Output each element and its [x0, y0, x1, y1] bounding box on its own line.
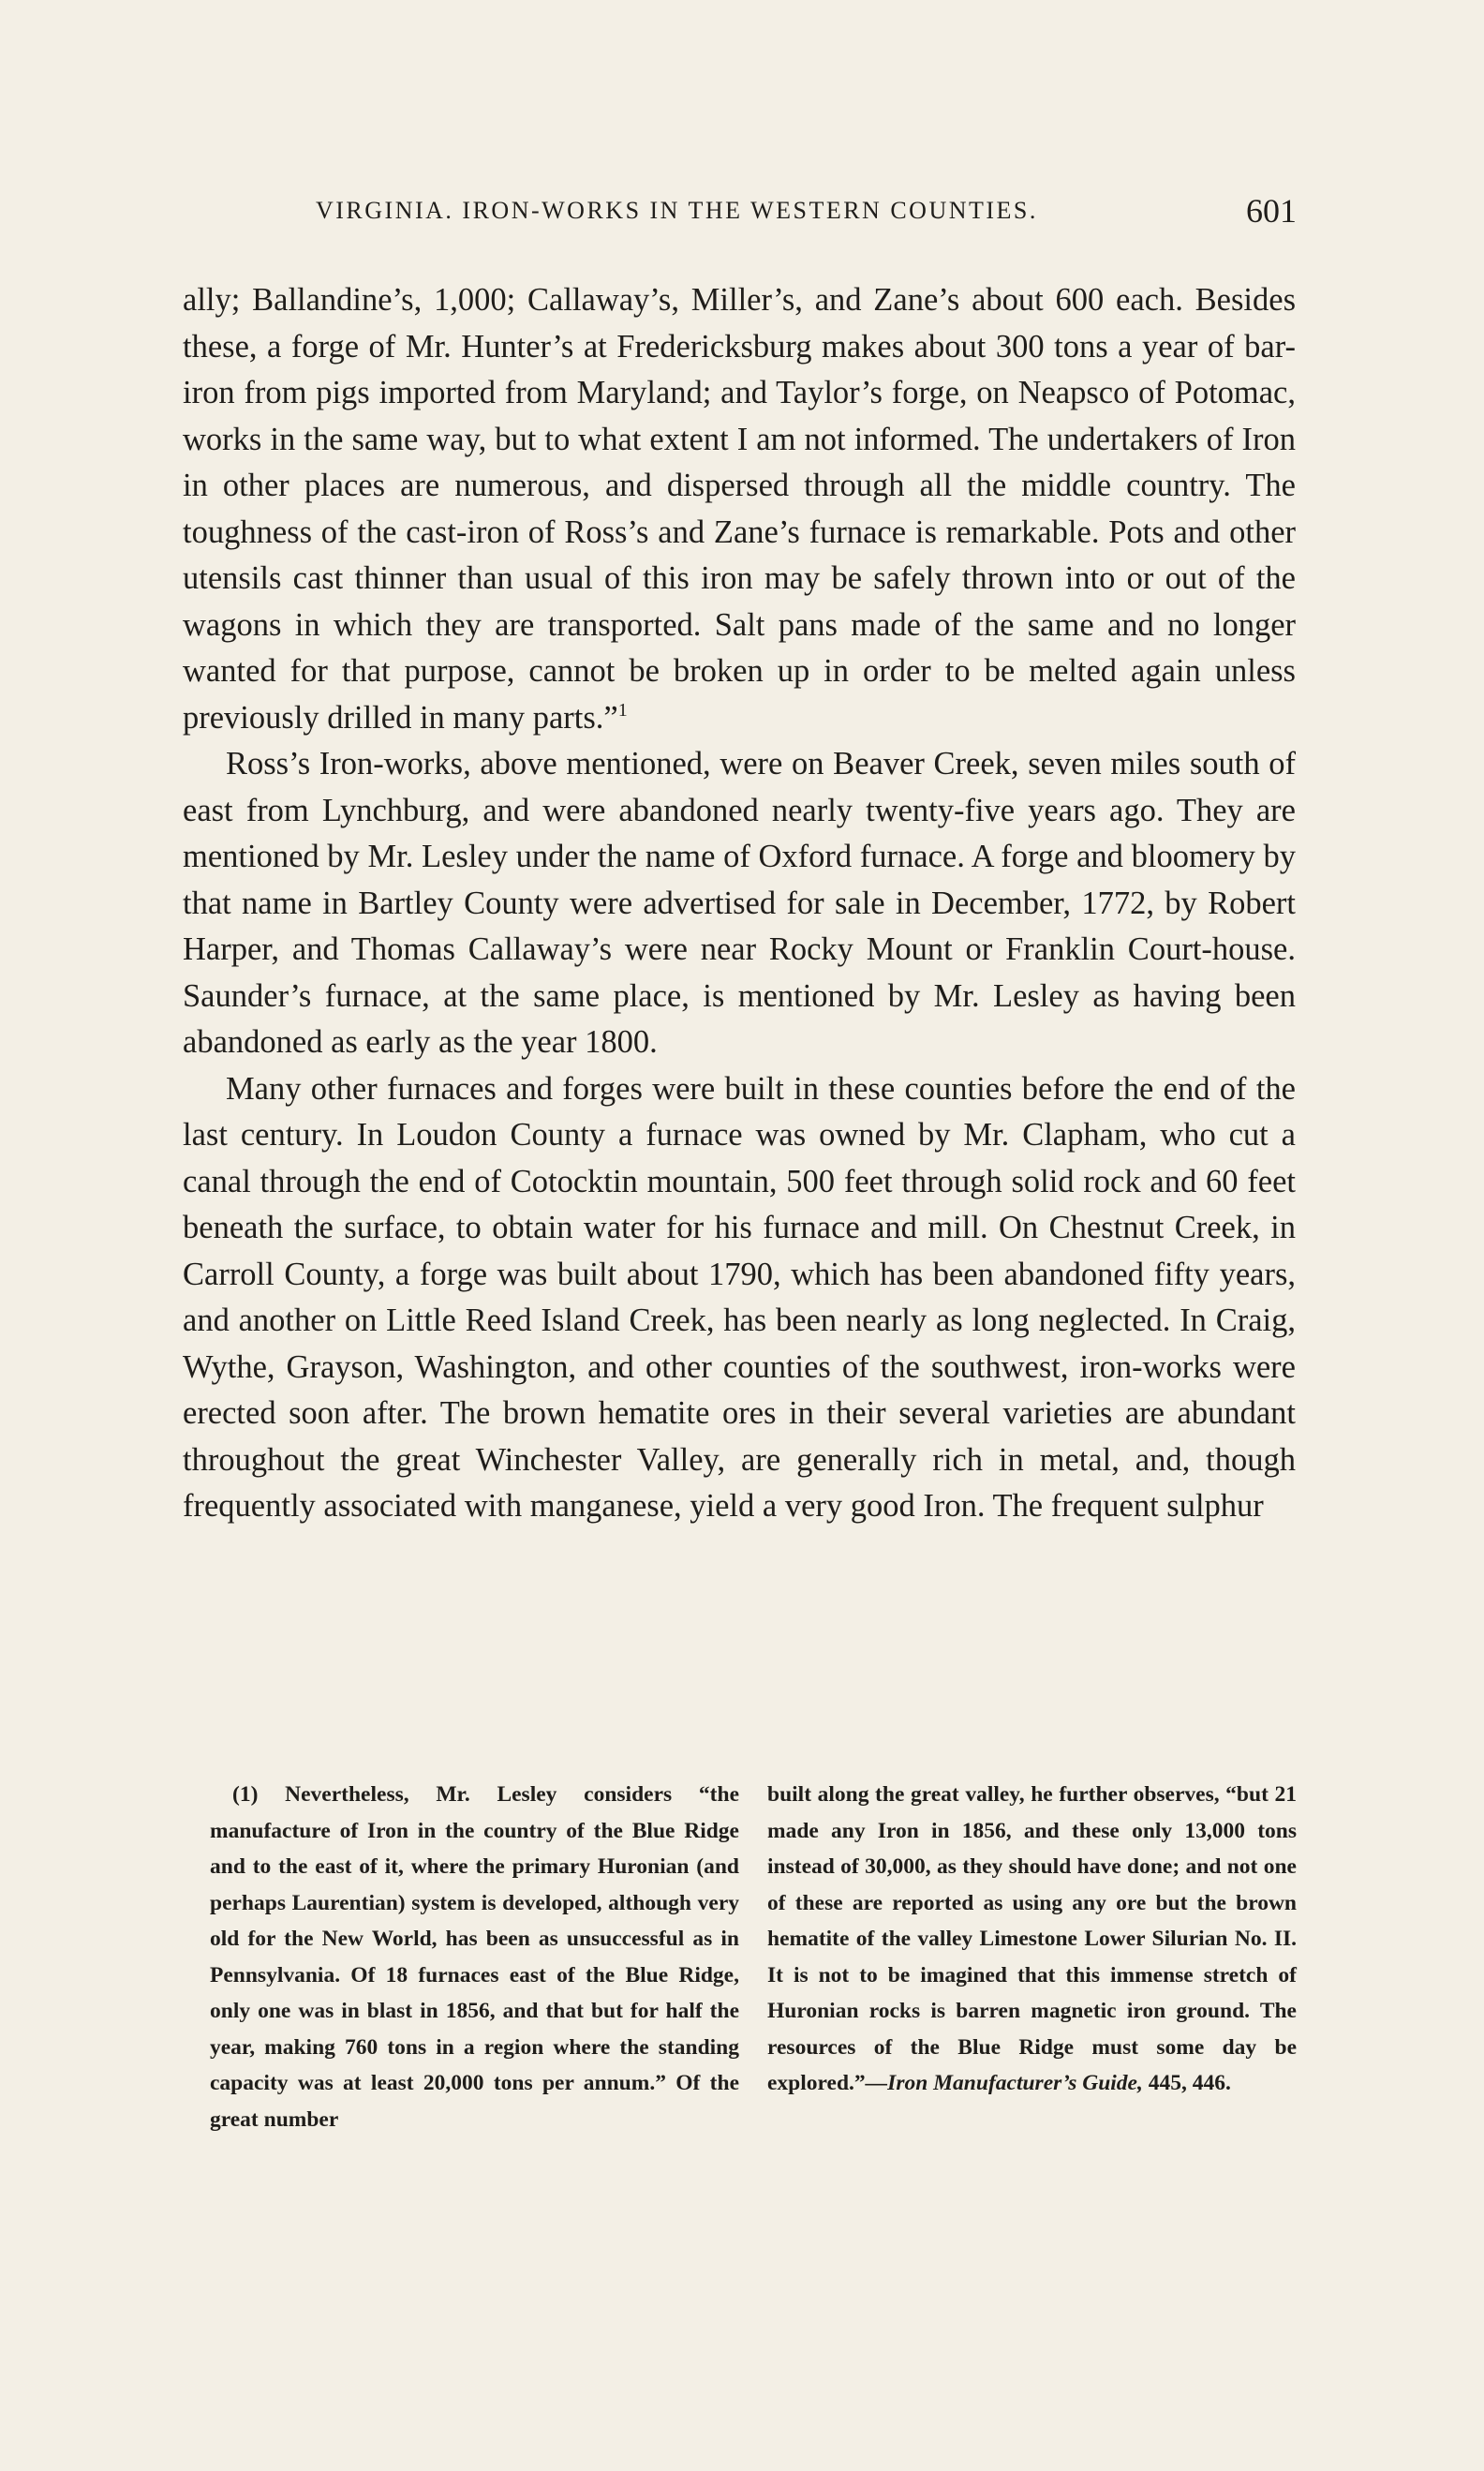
- footnote-left-text: (1) Nevertheless, Mr. Lesley considers “the manufacture of Iron in the country of the Blue Ridge and to the east of it, where the primary Huronian (and perhaps Laurentian) system is developed, although very old for the New World, has been as unsuccessful as in Pennsylvania. Of 18 furnaces east of the Blue Ridge, only one was in blast in 1856, and that but for half the year, making 760 tons in a region where the standing capacity was at least 20,000 tons per annum.” Of the great number: [210, 1782, 739, 2132]
- footnote-right-text: built along the great valley, he further observes, “but 21 made any Iron in 1856, and these only 13,000 tons instead of 30,000, as they should have done; and not one of these are reported as using any ore but the brown hematite of the valley Limestone Lower Silurian No. II. It is not to be imagined that this immense stretch of Huronian rocks is barren magnetic iron ground. The resources of the Blue Ridge must some day be explored.”: [767, 1782, 1297, 2095]
- paragraph-2: Ross’s Iron-works, above mentioned, were on Beaver Creek, seven miles south of east from Lynchburg, and were abandoned nearly twenty-five years ago. They are mentioned by Mr. Lesley under the name of Oxford furnace. A forge and bloomery by that name in Bartley County were advertised for sale in December, 1772, by Robert Harper, and Thomas Callaway’s were near Rocky Mount or Franklin Court-house. Saunder’s furnace, at the same place, is mentioned by Mr. Lesley as having been abandoned as early as the year 1800.: [183, 746, 1296, 1060]
- page-header: [180, 187, 1297, 234]
- paragraph-1-text: ally; Ballandine’s, 1,000; Callaway’s, Miller’s, and Zane’s about 600 each. Besides these, a forge of Mr. Hunter’s at Fredericksburg makes about 300 tons a year of bar-iron from pigs imported from Maryland; and Taylor’s forge, on Neapsco of Potomac, works in the same way, but to what extent I am not informed. The undertakers of Iron in other places are numerous, and dispersed through all the middle country. The toughness of the cast-iron of Ross’s and Zane’s furnace is remarkable. Pots and other utensils cast thinner than usual of this iron may be safely thrown into or out of the wagons in which they are transported. Salt pans made of the same and no longer wanted for that purpose, cannot be broken up in order to be melted again unless previously drilled in many parts.”: [183, 282, 1296, 736]
- footnote-right-column: [767, 1777, 1297, 2137]
- paragraph-1: [183, 277, 1296, 741]
- footnote-citation: —Iron Manufacturer’s Guide,: [865, 2071, 1143, 2095]
- footnote-right-paragraph: [767, 1777, 1297, 2102]
- footnote-marker: 1: [617, 699, 628, 721]
- footnote-block: [210, 1777, 1297, 2137]
- running-head: VIRGINIA. IRON-WORKS IN THE WESTERN COUNTIES.: [316, 197, 1038, 224]
- page-number: 601: [1246, 192, 1297, 230]
- footnote-left-column: [210, 1777, 739, 2137]
- footnote-pages: 445, 446.: [1148, 2071, 1231, 2095]
- main-text: [183, 277, 1296, 1530]
- paragraph-3: Many other furnaces and forges were built in these counties before the end of the last century. In Loudon County a furnace was owned by Mr. Clapham, who cut a canal through the end of Cotocktin mountain, 500 feet through solid rock and 60 feet beneath the surface, to obtain water for his furnace and mill. On Chestnut Creek, in Carroll County, a forge was built about 1790, which has been abandoned fifty years, and another on Little Reed Island Creek, has been nearly as long neglected. In Craig, Wythe, Grayson, Washington, and other counties of the southwest, iron-works were erected soon after. The brown hematite ores in their several varieties are abundant throughout the great Winchester Valley, are generally rich in metal, and, though frequently associated with manganese, yield a very good Iron. The frequent sulphur: [183, 1070, 1296, 1524]
